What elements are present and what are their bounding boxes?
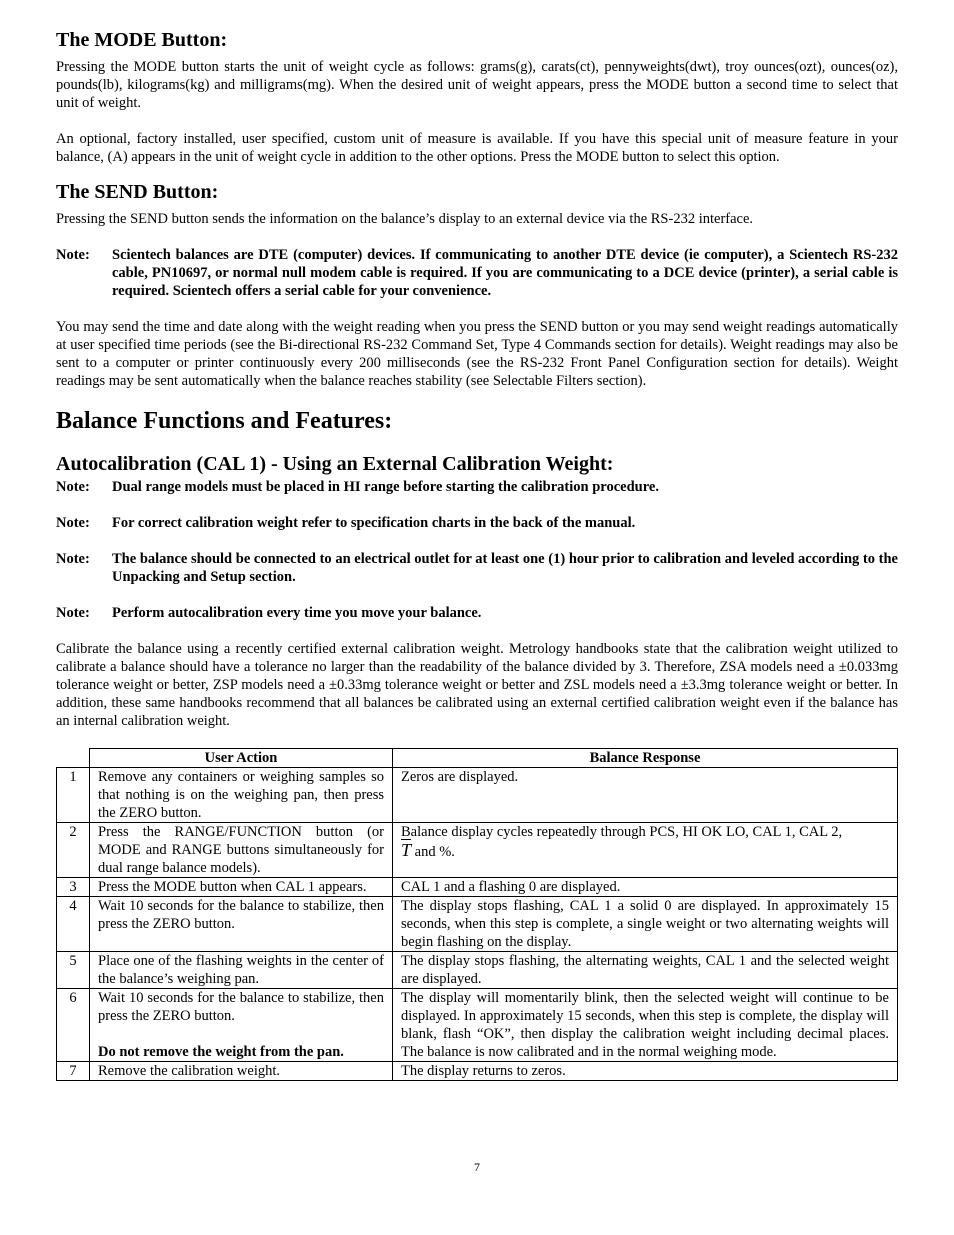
- note-label: Note:: [56, 551, 90, 567]
- step-number: 5: [57, 952, 90, 989]
- user-action: Wait 10 seconds for the balance to stabilize, then press the ZERO button.: [90, 897, 393, 952]
- note-label: Note:: [56, 479, 90, 495]
- balance-response: CAL 1 and a flashing 0 are displayed.: [393, 878, 898, 897]
- note-label: Note:: [56, 247, 90, 263]
- balance-response: The display stops flashing, CAL 1 a solid 0 are displayed. In approximately 15 seconds, when this step is complete, a single weight or two alternating weights will begin flashing on the display.: [393, 897, 898, 952]
- mode-paragraph-1: Pressing the MODE button starts the unit of weight cycle as follows: grams(g), carats(ct), pennyweights(dwt), troy ounces(ozt), ounces(oz), pounds(lb), kilograms(kg) and milligrams(mg). When the desired unit of weight appears, press the MODE button a second time to select that unit of weight.: [56, 59, 898, 111]
- balance-response: The display stops flashing, the alternating weights, CAL 1 and the selected weight are displayed.: [393, 952, 898, 989]
- page-number: 7: [474, 1160, 480, 1174]
- note-text: Perform autocalibration every time you move your balance.: [112, 605, 482, 621]
- features-heading: Balance Functions and Features:: [56, 408, 393, 434]
- step-number: 4: [57, 897, 90, 952]
- user-action: [90, 989, 393, 1062]
- note-text: For correct calibration weight refer to specification charts in the back of the manual.: [112, 515, 636, 531]
- cal-note-3: [56, 550, 898, 586]
- user-action: Remove the calibration weight.: [90, 1062, 393, 1081]
- send-note: [56, 246, 898, 300]
- step-number: 3: [57, 878, 90, 897]
- table-row: [57, 878, 898, 897]
- send-paragraph-2: You may send the time and date along with the weight reading when you press the SEND button or you may send weight readings automatically at user specified time periods (see the Bi-directional RS-232 Command Set, Type 4 Commands section for details). Weight readings may also be sent to a computer or printer continuously every 200 milliseconds (see the RS-232 Front Panel Configuration section for details). Weight readings may be sent automatically when the balance reaches stability (see Selectable Filters section).: [56, 319, 898, 389]
- action-warning: Do not remove the weight from the pan.: [98, 1044, 344, 1060]
- cal-note-4: [56, 604, 898, 622]
- table-row: [57, 952, 898, 989]
- page-content: [56, 28, 898, 1081]
- table-header-row: [57, 749, 898, 768]
- user-action: Press the MODE button when CAL 1 appears.: [90, 878, 393, 897]
- table-row: [57, 897, 898, 952]
- balance-response: Zeros are displayed.: [393, 768, 898, 823]
- user-action: Place one of the flashing weights in the center of the balance’s weighing pan.: [90, 952, 393, 989]
- send-paragraph-1: Pressing the SEND button sends the information on the balance’s display to an external device via the RS-232 interface.: [56, 211, 754, 227]
- send-heading: The SEND Button:: [56, 181, 219, 203]
- step-number: 1: [57, 768, 90, 823]
- cal-note-1: [56, 478, 898, 496]
- table-header-blank: [57, 749, 90, 768]
- autocal-heading: Autocalibration (CAL 1) - Using an External Calibration Weight:: [56, 453, 614, 475]
- note-text: The balance should be connected to an electrical outlet for at least one (1) hour prior to calibration and leveled according to the Unpacking and Setup section.: [112, 551, 898, 585]
- step-number: 2: [57, 823, 90, 878]
- balance-response: The display returns to zeros.: [393, 1062, 898, 1081]
- mode-heading: The MODE Button:: [56, 29, 228, 51]
- step-number: 6: [57, 989, 90, 1062]
- calibration-paragraph: Calibrate the balance using a recently certified external calibration weight. Metrology handbooks state that the calibration weight utilized to calibrate a balance should have a tolerance no larger than the readability of the balance divided by 3. Therefore, ZSA models need a ±0.033mg tolerance weight or better, ZSP models need a ±0.33mg tolerance weight or better and ZSL models need a ±3.3mg tolerance weight or better. In addition, these same handbooks recommend that all balances be calibrated using an external certified calibration weight even if the balance has an internal calibration weight.: [56, 641, 898, 729]
- table-row: [57, 989, 898, 1062]
- note-label: Note:: [56, 515, 90, 531]
- note-text: Dual range models must be placed in HI range before starting the calibration procedure.: [112, 479, 659, 495]
- table-row: [57, 768, 898, 823]
- cal-note-2: [56, 514, 898, 532]
- table-row: [57, 1062, 898, 1081]
- tare-symbol: $\overline{T}$: [401, 840, 412, 860]
- header-user-action: User Action: [90, 749, 393, 768]
- calibration-table: [56, 748, 898, 1081]
- header-balance-response: Balance Response: [393, 749, 898, 768]
- action-text: Wait 10 seconds for the balance to stabilize, then press the ZERO button.: [98, 990, 384, 1024]
- table-row: [57, 823, 898, 878]
- step-number: 7: [57, 1062, 90, 1081]
- response-tail: and %.: [411, 844, 455, 860]
- note-text: Scientech balances are DTE (computer) devices. If communicating to another DTE device (ie computer), a Scientech RS-232 cable, PN10697, or normal null modem cable is required. If you are communicating to a DCE device (printer), a serial cable is required. Scientech offers a serial cable for your convenience.: [112, 247, 898, 299]
- note-label: Note:: [56, 605, 90, 621]
- user-action: Remove any containers or weighing samples so that nothing is on the weighing pan, then press the ZERO button.: [90, 768, 393, 823]
- user-action: Press the RANGE/FUNCTION button (or MODE and RANGE buttons simultaneously for dual range balance models).: [90, 823, 393, 878]
- mode-paragraph-2: An optional, factory installed, user specified, custom unit of measure is available. If you have this special unit of measure feature in your balance, (A) appears in the unit of weight cycle in addition to the other options. Press the MODE button to select this option.: [56, 131, 898, 165]
- balance-response: The display will momentarily blink, then the selected weight will continue to be displayed. In approximately 15 seconds, when this step is complete, the display will blank, flash “OK”, then display the calibration weight including decimal places. The balance is now calibrated and in the normal weighing mode.: [393, 989, 898, 1062]
- balance-response: [393, 823, 898, 878]
- response-text: Balance display cycles repeatedly through PCS, HI OK LO, CAL 1, CAL 2,: [401, 824, 843, 840]
